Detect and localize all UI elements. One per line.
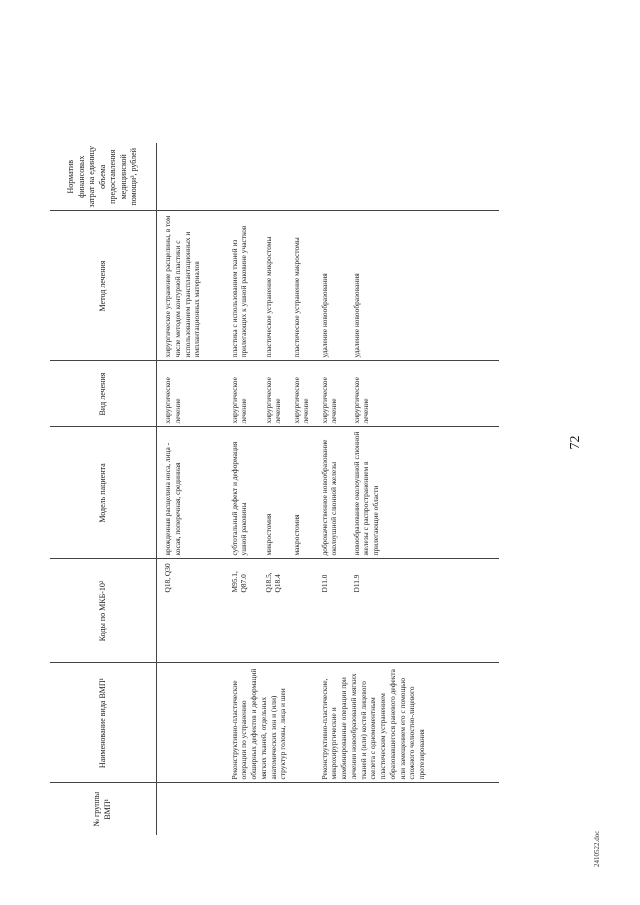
cell-icd-codes: D11.0 [317, 559, 349, 663]
header-cost-norm: Норматив финансовых затрат на единицу объема предоставления медицинской помощи³, рублей [50, 143, 157, 211]
cell-cost-norm [261, 143, 289, 211]
table-row [227, 143, 261, 835]
cell-patient-model: субтотальный дефект и деформация ушной раковины [227, 427, 261, 559]
cell-icd-codes: D11.9 [349, 559, 499, 663]
cell-group-no [349, 783, 499, 835]
cell-cost-norm [289, 143, 317, 211]
table-row [317, 143, 349, 835]
document-footer-id: 2410522.doc [593, 830, 601, 867]
cell-treatment-type: хирургическое лечение [227, 361, 261, 427]
cell-cost-norm [349, 143, 499, 211]
cell-icd-codes [289, 559, 317, 663]
cell-icd-codes: M95.1, Q87.0 [227, 559, 261, 663]
cell-group-no [317, 783, 349, 835]
cell-treatment-type: хирургическое лечение [317, 361, 349, 427]
table-header-row [50, 143, 157, 835]
cell-group-no [261, 783, 289, 835]
cell-patient-model: микростомия [261, 427, 289, 559]
cell-vmp-name: Реконструктивно-пластические операции по устранению обширных дефектов и деформаций мягких тканей, отдельных анатомических зон и (или) структур головы, лица и шеи [227, 663, 317, 783]
cell-patient-model: доброкачественное новообразование околоушной слюнной железы [317, 427, 349, 559]
cell-treatment-method: пластическое устранение микростомы [261, 211, 289, 361]
cell-treatment-method: удаление новообразования [317, 211, 349, 361]
cell-treatment-type: хирургическое лечение [289, 361, 317, 427]
header-vmp-name: Наименование вида ВМП¹ [50, 663, 157, 783]
cell-treatment-method: пластическое устранение макростомы [289, 211, 317, 361]
header-treatment-method: Метод лечения [50, 211, 157, 361]
cell-patient-model: новообразование околоушной слюнной железы с распространением в прилегающие области [349, 427, 499, 559]
cell-patient-model: врожденная расщелина носа, лица - косая, поперечная, срединная [157, 427, 227, 559]
cell-icd-codes: Q18.5, Q18.4 [261, 559, 289, 663]
cell-icd-codes: Q18, Q30 [157, 559, 227, 663]
cell-cost-norm [227, 143, 261, 211]
rotated-document-page [50, 50, 610, 867]
header-treatment-type: Вид лечения [50, 361, 157, 427]
cell-cost-norm [157, 143, 227, 211]
cell-vmp-name: Реконструктивно-пластические, микрохирургические и комбинированные операции при лечении новообразований мягких тканей и (или) костей лицевого скелета с одномоментным пластическим устранением образовавшегося раневого дефекта или замещением его с помощью сложного челюстно-лицевого протезирования [317, 663, 499, 783]
header-patient-model: Модель пациента [50, 427, 157, 559]
cell-treatment-method: удаление новообразования [349, 211, 499, 361]
page-number: 72 [568, 435, 583, 450]
cell-treatment-type: хирургическое лечение [261, 361, 289, 427]
cell-vmp-name [157, 663, 227, 783]
cell-group-no [227, 783, 261, 835]
cell-group-no [157, 783, 227, 835]
cell-treatment-type: хирургическое лечение [157, 361, 227, 427]
cell-cost-norm [317, 143, 349, 211]
cell-patient-model: макростомия [289, 427, 317, 559]
cell-treatment-type: хирургическое лечение [349, 361, 499, 427]
header-icd-codes: Коды по МКБ-10² [50, 559, 157, 663]
header-group-no: № группы ВМП¹ [50, 783, 157, 835]
vmp-table [50, 143, 499, 835]
table-row [157, 143, 227, 835]
cell-treatment-method: хирургическое устранение расщелины, в том числе методом контурной пластики с использованием трансплантационных и имплантационных материалов [157, 211, 227, 361]
cell-group-no [289, 783, 317, 835]
cell-treatment-method: пластика с использованием тканей из прилегающих к ушной раковине участков [227, 211, 261, 361]
